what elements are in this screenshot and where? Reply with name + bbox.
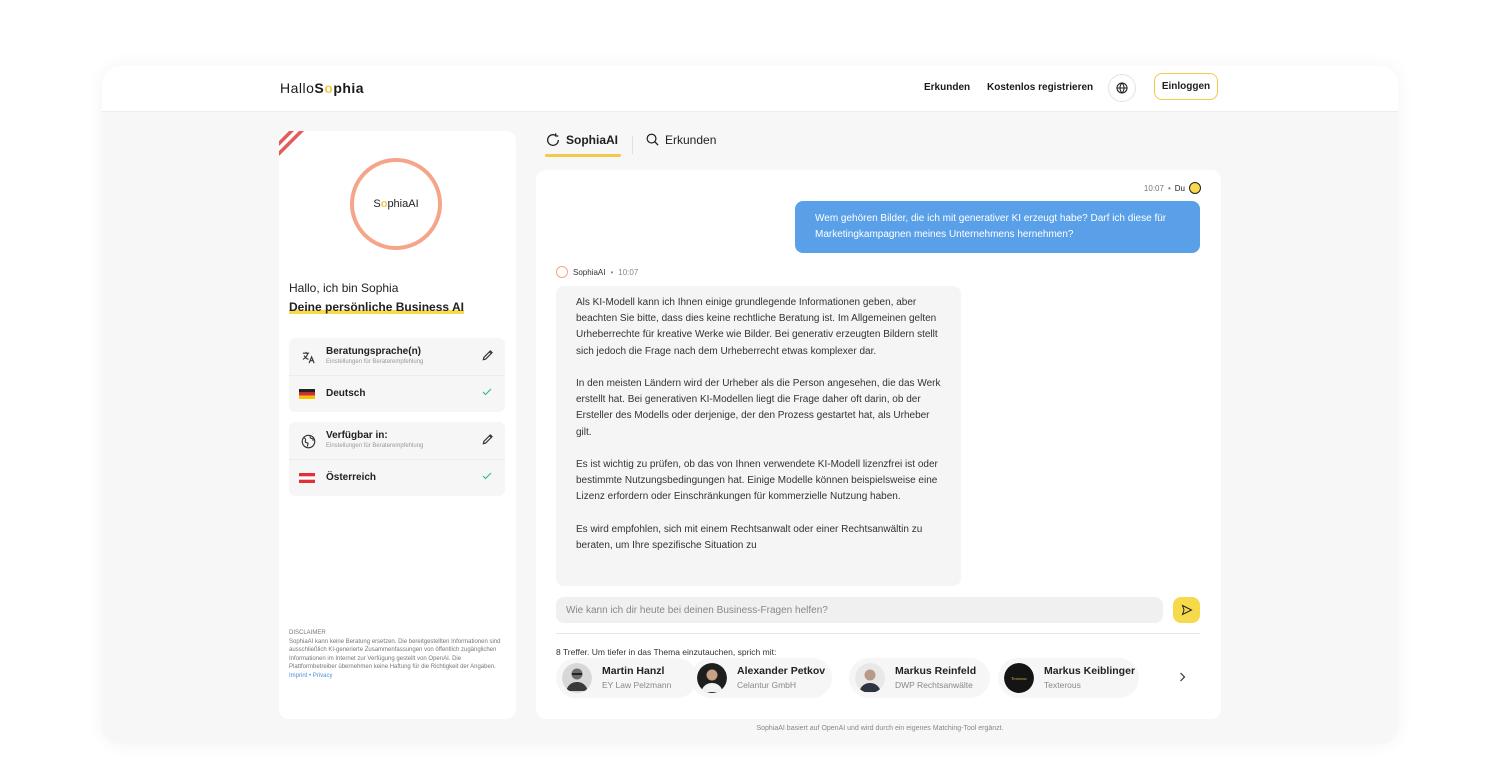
country-option-austria[interactable] xyxy=(289,459,505,496)
chat-input-placeholder: Wie kann ich dir heute bei deinen Business-Fragen helfen? xyxy=(566,604,828,616)
send-icon xyxy=(1181,604,1193,616)
logo-text-s: S xyxy=(314,80,325,96)
edit-country-button[interactable] xyxy=(481,432,495,449)
ai-message-time: 10:07 xyxy=(618,267,639,277)
divider xyxy=(556,633,1200,634)
language-button[interactable] xyxy=(1108,74,1136,102)
check-icon xyxy=(481,470,493,485)
tab-sophiaai-label: SophiaAI xyxy=(566,133,619,147)
disclaimer xyxy=(289,629,505,681)
translate-icon xyxy=(300,349,316,365)
active-tab-indicator xyxy=(545,154,621,157)
carousel-next-button[interactable] xyxy=(1176,670,1188,686)
expert-company: Texterous xyxy=(1044,680,1081,690)
svg-text:Texterous: Texterous xyxy=(1011,676,1027,681)
expert-company: EY Law Pelzmann xyxy=(602,680,672,690)
logo-text-phia: phia xyxy=(333,80,365,96)
logo-text-o: o xyxy=(324,80,334,96)
globe-icon xyxy=(1116,82,1128,94)
user-name: Du xyxy=(1174,183,1185,193)
chevron-right-icon xyxy=(1176,671,1188,683)
chat-input[interactable] xyxy=(556,597,1163,623)
user-avatar-icon xyxy=(1189,182,1201,194)
country-card xyxy=(289,422,505,496)
expert-company: DWP Rechtsanwälte xyxy=(895,680,973,690)
login-button[interactable]: Einloggen xyxy=(1154,73,1218,100)
avatar-text-s: S xyxy=(373,198,381,210)
expert-card[interactable] xyxy=(691,658,832,698)
top-navigation xyxy=(102,66,1398,112)
expert-logo xyxy=(1004,663,1034,693)
language-card-subtitle: Einstellungen für Beraterempfehlung xyxy=(326,359,424,365)
austria-flag-icon xyxy=(299,473,315,483)
ai-name: SophiaAI xyxy=(573,267,606,277)
tab-separator xyxy=(632,136,633,154)
ai-paragraph: Es wird empfohlen, sich mit einem Rechtsanwalt oder einer Rechtsanwältin zu beraten, um Ihre spezifische Situation zu xyxy=(576,523,923,551)
expert-card[interactable] xyxy=(556,658,697,698)
ai-paragraph: In den meisten Ländern wird der Urheber als die Person angesehen, die das Werk erstellt hat. Bei generativen KI-Modellen liegt die Frage daher oft darin, ob der Ersteller des Modells oder derjenige, der den Prozess gestartet hat, als Urheber gilt. xyxy=(576,378,941,438)
hits-text: 8 Treffer. Um tiefer in das Thema einzutauchen, sprich mit: xyxy=(556,647,777,657)
expert-name: Markus Reinfeld xyxy=(895,665,977,677)
logo[interactable] xyxy=(280,80,364,96)
user-message-meta: 10:07 • Du xyxy=(1144,182,1201,194)
nav-explore-link[interactable]: Erkunden xyxy=(924,82,971,93)
disclaimer-title: DISCLAIMER xyxy=(289,630,326,636)
edit-language-button[interactable] xyxy=(481,348,495,365)
user-message-bubble: Wem gehören Bilder, die ich mit generativer KI erzeugt habe? Darf ich diese für Marketingkampagnen meines Unternehmens hernehmen? xyxy=(795,201,1200,253)
footer-note: SophiaAI basiert auf OpenAI und wird durch ein eigenes Matching-Tool ergänzt. xyxy=(756,725,1004,732)
pencil-icon xyxy=(481,348,495,362)
check-icon xyxy=(481,386,493,401)
tab-explore-label: Erkunden xyxy=(665,132,717,147)
country-card-header xyxy=(289,422,505,460)
expert-avatar xyxy=(697,663,727,693)
avatar-text-rest: phiaAI xyxy=(387,198,419,210)
germany-flag-icon xyxy=(299,389,315,399)
expert-name: Alexander Petkov xyxy=(737,665,826,677)
expert-carousel xyxy=(556,658,1166,702)
expert-company: Celantur GmbH xyxy=(737,680,797,690)
pencil-icon xyxy=(481,432,495,446)
expert-avatar xyxy=(562,663,592,693)
ai-message-meta: SophiaAI • 10:07 xyxy=(556,266,638,278)
country-card-subtitle: Einstellungen für Beraterempfehlung xyxy=(326,443,424,449)
globe-location-icon xyxy=(300,433,316,449)
language-card-title: Beratungsprache(n) xyxy=(326,346,422,357)
ai-message-bubble[interactable] xyxy=(556,286,961,586)
language-card xyxy=(289,338,505,412)
search-icon xyxy=(645,132,660,147)
nav-register-link[interactable]: Kostenlos registrieren xyxy=(987,82,1094,93)
sophia-avatar xyxy=(350,158,442,250)
disclaimer-text: SophiaAI kann keine Beratung ersetzen. Die bereitgestellten Informationen sind ausschließlich KI-generierte Zusammenfassungen von öffentlich zugänglichen Informationen im Internet zur Verfügung gestellt von OpenAI. Die Plattformbetreiber übernehmen keine Haftung für die Richtigkeit der Angaben. xyxy=(289,638,501,671)
logo-text-hallo: Hallo xyxy=(280,80,315,96)
expert-card[interactable] xyxy=(849,658,990,698)
decorative-stripes-icon xyxy=(279,131,307,159)
greeting: Hallo, ich bin Sophia xyxy=(289,281,399,295)
country-card-title: Verfügbar in: xyxy=(326,430,388,441)
ai-paragraph: Es ist wichtig zu prüfen, ob das von Ihnen verwendete KI-Modell lizenzfrei ist oder bestimmte Nutzungsbedingungen hat. Einige Modelle können beispielsweise eine Lizenz erfordern oder Einschränkungen für kommerzielle Nutzung haben. xyxy=(576,459,938,503)
ai-paragraph: Als KI-Modell kann ich Ihnen einige grundlegende Informationen geben, aber beachten Sie bitte, dass dies keine rechtliche Beratung ist. Im Allgemeinen gelten Urheberrechte für kreative Werke wie Bilder. Bei generativ erzeugten Bildern stellt sich jedoch die Frage nach dem Urheberrecht etwas komplexer dar. xyxy=(576,297,938,357)
app-window xyxy=(102,66,1398,744)
avatar-text-o: o xyxy=(380,198,388,210)
send-button[interactable] xyxy=(1173,597,1200,623)
tagline: Deine persönliche Business AI xyxy=(289,300,464,314)
expert-avatar xyxy=(855,663,885,693)
language-option-german[interactable] xyxy=(289,375,505,412)
chat-refresh-icon xyxy=(545,132,561,148)
country-value: Österreich xyxy=(326,472,377,483)
user-message-time: 10:07 xyxy=(1143,183,1164,193)
expert-name: Martin Hanzl xyxy=(602,665,665,677)
language-value: Deutsch xyxy=(326,388,366,399)
tab-explore[interactable] xyxy=(645,132,716,147)
language-card-header xyxy=(289,338,505,376)
tab-sophiaai[interactable] xyxy=(545,132,618,148)
sidebar-panel xyxy=(279,131,516,719)
expert-name: Markus Keiblinger xyxy=(1044,665,1136,677)
sophia-ai-icon xyxy=(556,266,568,278)
chat-panel xyxy=(536,170,1221,719)
imprint-privacy-links[interactable]: Imprint • Privacy xyxy=(289,672,333,679)
expert-card[interactable] xyxy=(998,658,1139,698)
